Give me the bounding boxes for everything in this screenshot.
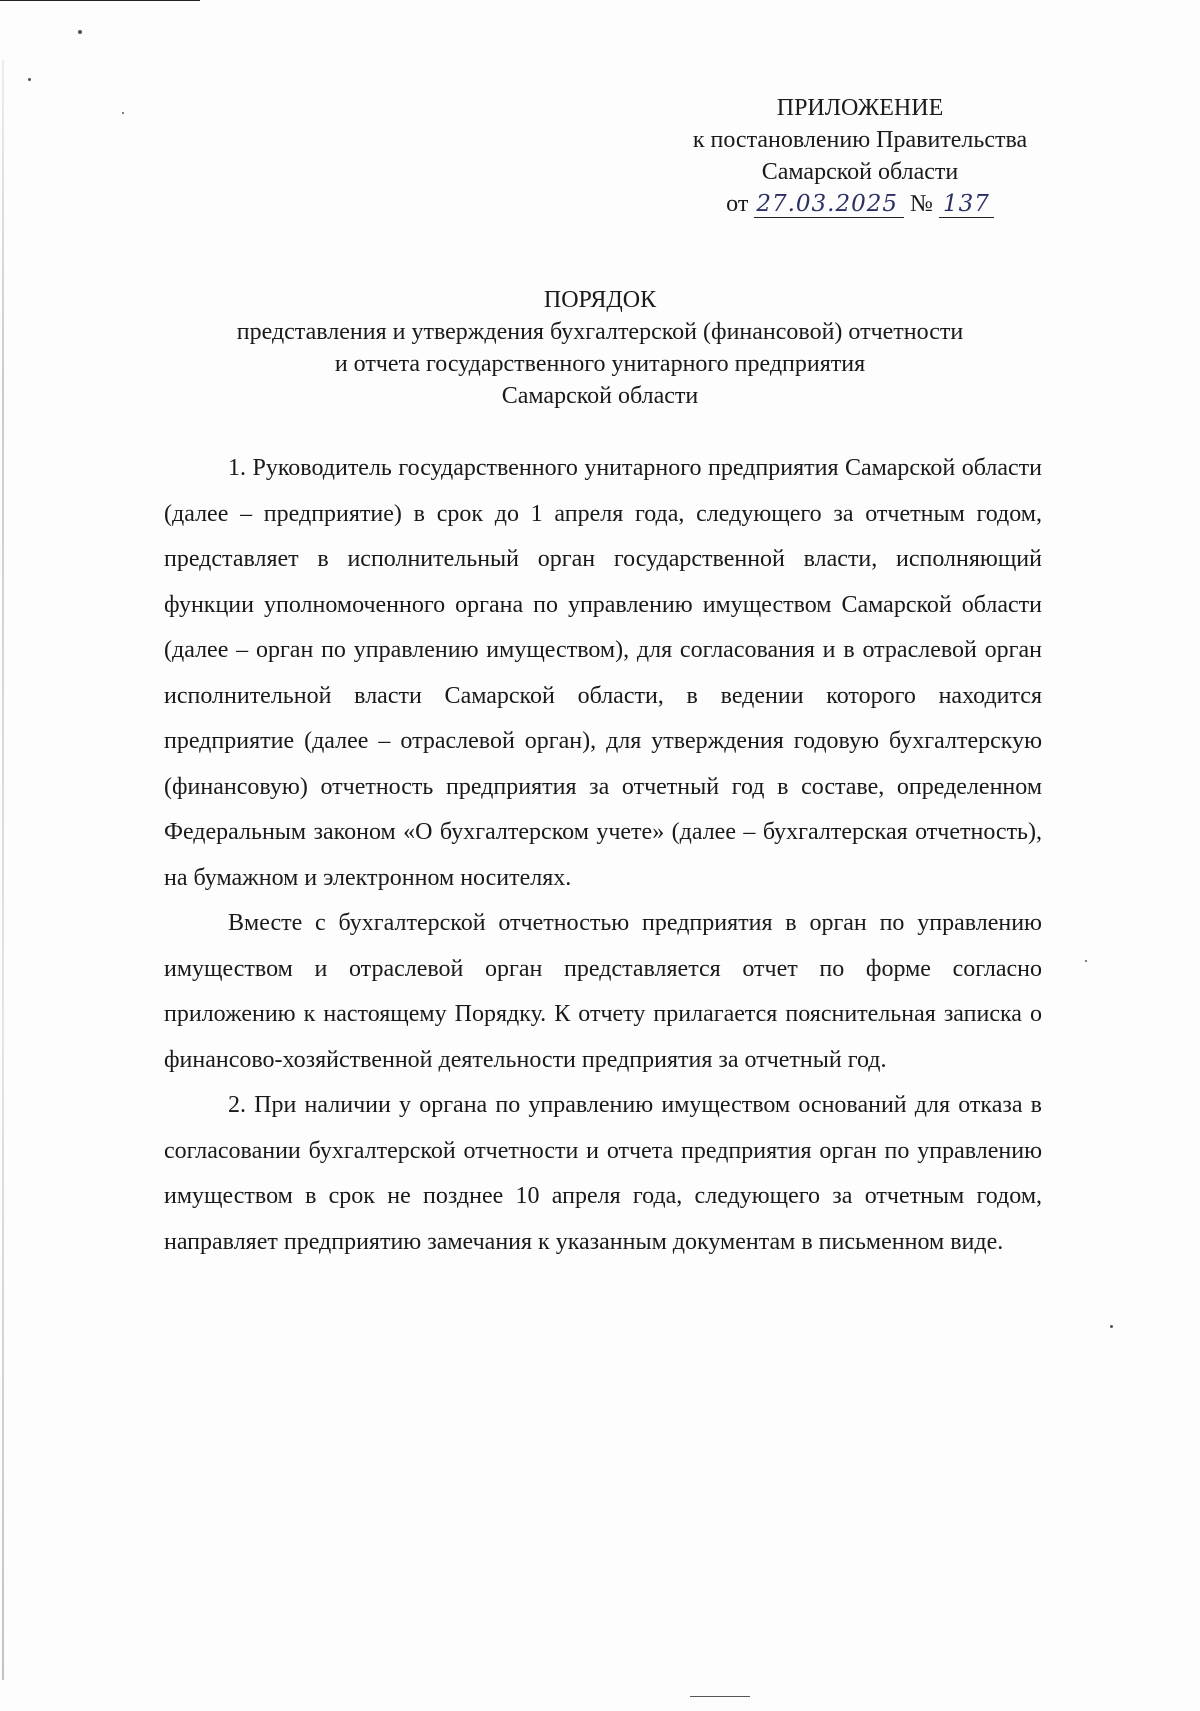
handwritten-number: 137 bbox=[939, 191, 994, 218]
scan-speck bbox=[28, 78, 31, 81]
paragraph: 2. При наличии у органа по управлению имуществом оснований для отказа в согласовании бухгалтерской отчетности и отчета предприятия орган по управлению имуществом в срок не позднее 10 апреля года, следующего за отчетным годом, направляет предприятию замечания к указанным документам в письменном виде. bbox=[164, 1092, 1042, 1255]
document-body bbox=[164, 446, 1042, 1265]
scan-speck bbox=[1110, 1325, 1113, 1328]
handwritten-date: 27.03.2025 bbox=[754, 191, 904, 218]
heading-line: представления и утверждения бухгалтерской (финансовой) отчетности bbox=[236, 319, 964, 345]
scan-speck bbox=[78, 30, 82, 34]
appendix-line: к постановлению Правительства bbox=[692, 127, 1028, 153]
scan-artifact-line bbox=[0, 0, 200, 1]
scan-speck bbox=[1085, 960, 1087, 962]
date-prefix: от bbox=[726, 191, 749, 217]
appendix-title: ПРИЛОЖЕНИЕ bbox=[776, 95, 944, 121]
heading-line: и отчета государственного унитарного предприятия bbox=[334, 351, 866, 377]
paragraph: 1. Руководитель государственного унитарного предприятия Самарской области (далее – предприятие) в срок до 1 апреля года, следующего за отчетным годом, представляет в исполнительный орган государственной власти, исполняющий функции уполномоченного органа по управлению имуществом Самарской области (далее – орган по управлению имуществом), для согласования и в отраслевой орган исполнительной власти Самарской области, в ведении которого находится предприятие (далее – отраслевой орган), для утверждения годовую бухгалтерскую (финансовую) отчетность предприятия за отчетный год в составе, определенном Федеральным законом «О бухгалтерском учете» (далее – бухгалтерская отчетность), на бумажном и электронном носителях. bbox=[164, 455, 1042, 891]
scan-speck bbox=[122, 112, 124, 114]
number-sign: № bbox=[910, 191, 933, 217]
scan-artifact-edge bbox=[2, 60, 4, 1680]
heading-title: ПОРЯДОК bbox=[543, 287, 657, 313]
document-heading bbox=[150, 284, 1050, 412]
paragraph: Вместе с бухгалтерской отчетностью предприятия в орган по управлению имуществом и отраслевой орган представляется отчет по форме согласно приложению к настоящему Порядку. К отчету прилагается пояснительная записка о финансово-хозяйственной деятельности предприятия за отчетный год. bbox=[164, 910, 1042, 1073]
scan-speck bbox=[690, 1696, 750, 1697]
appendix-line: Самарской области bbox=[761, 159, 959, 185]
appendix-block bbox=[630, 92, 1090, 220]
appendix-date-line bbox=[630, 188, 1090, 220]
heading-line: Самарской области bbox=[501, 383, 699, 409]
